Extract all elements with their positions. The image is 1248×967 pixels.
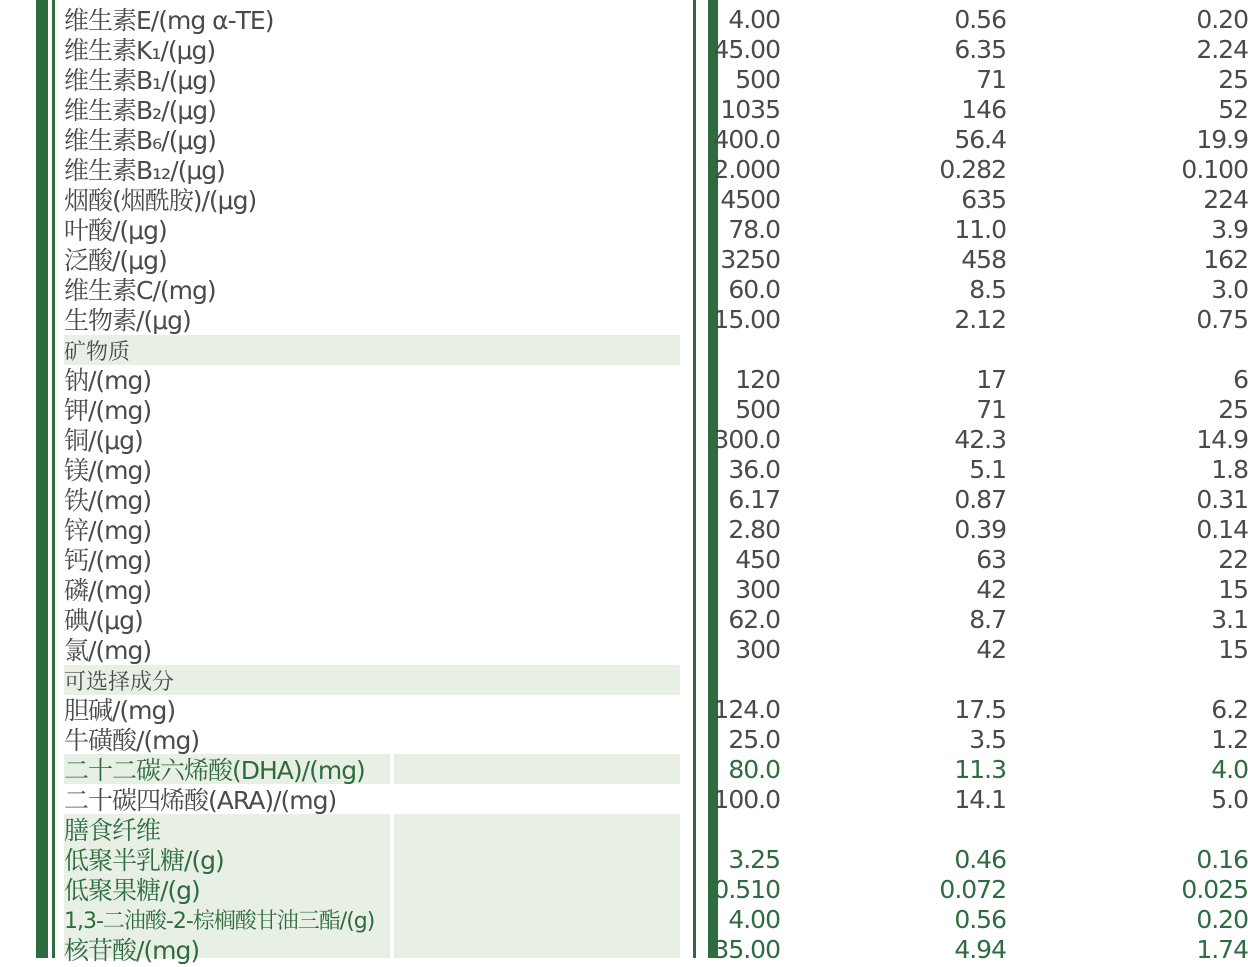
value-per-100kj: 8.7 — [969, 604, 1006, 634]
value-per-100g: 25.0 — [728, 724, 780, 754]
value-per-100kj: 6.35 — [954, 34, 1006, 64]
value-per-100kj: 71 — [976, 394, 1006, 424]
section-header-fiber — [64, 814, 680, 844]
value-per-100ml: 4.0 — [1211, 754, 1248, 784]
value-per-100kj: 0.56 — [954, 904, 1006, 934]
table-row — [64, 784, 1248, 815]
value-per-100ml: 25 — [1218, 394, 1248, 424]
value-per-100kj: 4.94 — [954, 934, 1006, 964]
row-label: 低聚半乳糖/(g) — [64, 846, 224, 875]
row-label: 磷/(mg) — [64, 576, 152, 605]
table-row — [64, 244, 1248, 275]
table-row — [64, 694, 1248, 725]
value-per-100g: 3250 — [720, 244, 780, 274]
table-row — [64, 274, 1248, 305]
row-label: 叶酸/(μg) — [64, 216, 167, 245]
value-per-100g: 45.00 — [713, 34, 780, 64]
table-row — [64, 574, 1248, 605]
row-label: 铁/(mg) — [64, 486, 152, 515]
value-per-100ml: 0.75 — [1196, 304, 1248, 334]
value-per-100ml: 1.2 — [1211, 724, 1248, 754]
value-per-100g: 2.80 — [728, 514, 780, 544]
value-per-100kj: 458 — [961, 244, 1006, 274]
value-per-100kj: 5.1 — [969, 454, 1006, 484]
value-per-100kj: 0.46 — [954, 844, 1006, 874]
value-per-100g: 6.17 — [728, 484, 780, 514]
value-per-100kj: 0.39 — [954, 514, 1006, 544]
value-per-100g: 500 — [735, 64, 780, 94]
value-per-100ml: 3.0 — [1211, 274, 1248, 304]
section-title: 矿物质 — [64, 339, 131, 365]
row-label: 维生素E/(mg α-TE) — [64, 6, 274, 35]
value-per-100g: 78.0 — [728, 214, 780, 244]
table-row — [64, 544, 1248, 575]
row-label: 维生素C/(mg) — [64, 276, 216, 305]
row-label: 胆碱/(mg) — [64, 696, 176, 725]
value-per-100ml: 0.16 — [1196, 844, 1248, 874]
value-per-100kj: 0.072 — [939, 874, 1006, 904]
value-per-100ml: 19.9 — [1196, 124, 1248, 154]
value-per-100g: 62.0 — [728, 604, 780, 634]
highlight-band — [394, 754, 680, 784]
row-label: 烟酸(烟酰胺)/(μg) — [64, 186, 257, 215]
table-row — [64, 364, 1248, 395]
section-title: 膳食纤维 — [64, 816, 161, 845]
value-per-100g: 300 — [735, 634, 780, 664]
section-title: 可选择成分 — [64, 669, 175, 695]
table-row — [64, 874, 1248, 905]
value-per-100ml: 3.9 — [1211, 214, 1248, 244]
value-per-100kj: 0.56 — [954, 4, 1006, 34]
value-per-100ml: 1.74 — [1196, 934, 1248, 964]
value-per-100g: 15.00 — [713, 304, 780, 334]
value-per-100ml: 6.2 — [1211, 694, 1248, 724]
value-per-100ml: 1.8 — [1211, 454, 1248, 484]
value-per-100ml: 0.20 — [1196, 904, 1248, 934]
value-per-100ml: 0.025 — [1181, 874, 1248, 904]
table-row — [64, 934, 1248, 965]
table-row — [64, 214, 1248, 245]
value-per-100ml: 224 — [1203, 184, 1248, 214]
value-per-100kj: 11.3 — [954, 754, 1006, 784]
value-per-100g: 0.510 — [713, 874, 780, 904]
value-per-100kj: 63 — [976, 544, 1006, 574]
table-row — [64, 304, 1248, 335]
value-per-100kj: 0.282 — [939, 154, 1006, 184]
value-per-100g: 4.00 — [728, 4, 780, 34]
row-label: 氯/(mg) — [64, 636, 152, 665]
value-per-100kj: 42.3 — [954, 424, 1006, 454]
value-per-100g: 4.00 — [728, 904, 780, 934]
table-row — [64, 184, 1248, 215]
value-per-100ml: 14.9 — [1196, 424, 1248, 454]
table-row — [64, 514, 1248, 545]
value-per-100kj: 56.4 — [954, 124, 1006, 154]
value-per-100kj: 17.5 — [954, 694, 1006, 724]
table-row — [64, 4, 1248, 35]
value-per-100g: 80.0 — [728, 754, 780, 784]
value-per-100kj: 0.87 — [954, 484, 1006, 514]
value-per-100g: 120 — [735, 364, 780, 394]
value-per-100g: 60.0 — [728, 274, 780, 304]
row-label: 维生素B₂/(μg) — [64, 96, 216, 125]
table-row — [64, 64, 1248, 95]
row-label: 钾/(mg) — [64, 396, 152, 425]
row-label: 二十二碳六烯酸(DHA)/(mg) — [64, 756, 365, 785]
row-label: 1,3-二油酸-2-棕榈酸甘油三酯/(g) — [64, 908, 375, 934]
value-per-100g: 124.0 — [713, 694, 780, 724]
value-per-100kj: 11.0 — [954, 214, 1006, 244]
table-row — [64, 484, 1248, 515]
value-per-100g: 2.000 — [713, 154, 780, 184]
value-per-100ml: 162 — [1203, 244, 1248, 274]
table-row — [64, 94, 1248, 125]
value-per-100kj: 17 — [976, 364, 1006, 394]
row-label: 牛磺酸/(mg) — [64, 726, 200, 755]
value-per-100kj: 8.5 — [969, 274, 1006, 304]
value-per-100g: 3.25 — [728, 844, 780, 874]
table-row — [64, 124, 1248, 155]
value-per-100g: 1035 — [720, 94, 780, 124]
row-label: 镁/(mg) — [64, 456, 152, 485]
row-label: 生物素/(μg) — [64, 306, 191, 335]
row-label: 铜/(μg) — [64, 426, 143, 455]
table-row — [64, 394, 1248, 425]
value-per-100kj: 42 — [976, 574, 1006, 604]
value-per-100g: 300 — [735, 574, 780, 604]
row-label: 钙/(mg) — [64, 546, 152, 575]
value-per-100ml: 25 — [1218, 64, 1248, 94]
value-per-100ml: 0.100 — [1181, 154, 1248, 184]
value-per-100kj: 71 — [976, 64, 1006, 94]
table-row — [64, 904, 1248, 934]
value-per-100g: 300.0 — [713, 424, 780, 454]
row-label: 钠/(mg) — [64, 366, 152, 395]
table-row — [64, 844, 1248, 875]
value-per-100g: 4500 — [720, 184, 780, 214]
value-per-100kj: 635 — [961, 184, 1006, 214]
value-per-100g: 100.0 — [713, 784, 780, 814]
value-per-100g: 400.0 — [713, 124, 780, 154]
row-label: 低聚果糖/(g) — [64, 876, 200, 905]
value-per-100ml: 0.31 — [1196, 484, 1248, 514]
table-row — [64, 424, 1248, 455]
value-per-100kj: 14.1 — [954, 784, 1006, 814]
value-per-100g: 36.0 — [728, 454, 780, 484]
value-per-100ml: 6 — [1233, 364, 1248, 394]
value-per-100kj: 146 — [961, 94, 1006, 124]
value-per-100ml: 22 — [1218, 544, 1248, 574]
value-per-100g: 35.00 — [713, 934, 780, 964]
row-label: 维生素B₁/(μg) — [64, 66, 216, 95]
table-row-highlighted — [64, 754, 1248, 785]
value-per-100ml: 5.0 — [1211, 784, 1248, 814]
value-per-100g: 450 — [735, 544, 780, 574]
row-label: 泛酸/(μg) — [64, 246, 167, 275]
row-label: 碘/(μg) — [64, 606, 143, 635]
value-per-100ml: 0.20 — [1196, 4, 1248, 34]
row-label: 维生素B₁₂/(μg) — [64, 156, 225, 185]
table-row — [64, 634, 1248, 665]
value-per-100ml: 3.1 — [1211, 604, 1248, 634]
table-row — [64, 604, 1248, 635]
row-label: 维生素B₆/(μg) — [64, 126, 216, 155]
table-row — [64, 34, 1248, 65]
row-label: 核苷酸/(mg) — [64, 936, 200, 965]
row-label: 维生素K₁/(μg) — [64, 36, 216, 65]
table-row — [64, 724, 1248, 755]
value-per-100ml: 52 — [1218, 94, 1248, 124]
value-per-100ml: 2.24 — [1196, 34, 1248, 64]
value-per-100ml: 15 — [1218, 634, 1248, 664]
value-per-100ml: 0.14 — [1196, 514, 1248, 544]
value-per-100ml: 15 — [1218, 574, 1248, 604]
value-per-100g: 500 — [735, 394, 780, 424]
value-per-100kj: 2.12 — [954, 304, 1006, 334]
table-row — [64, 454, 1248, 485]
row-label: 二十碳四烯酸(ARA)/(mg) — [64, 786, 337, 815]
value-per-100kj: 42 — [976, 634, 1006, 664]
value-per-100kj: 3.5 — [969, 724, 1006, 754]
table-row — [64, 154, 1248, 185]
row-label: 锌/(mg) — [64, 516, 152, 545]
